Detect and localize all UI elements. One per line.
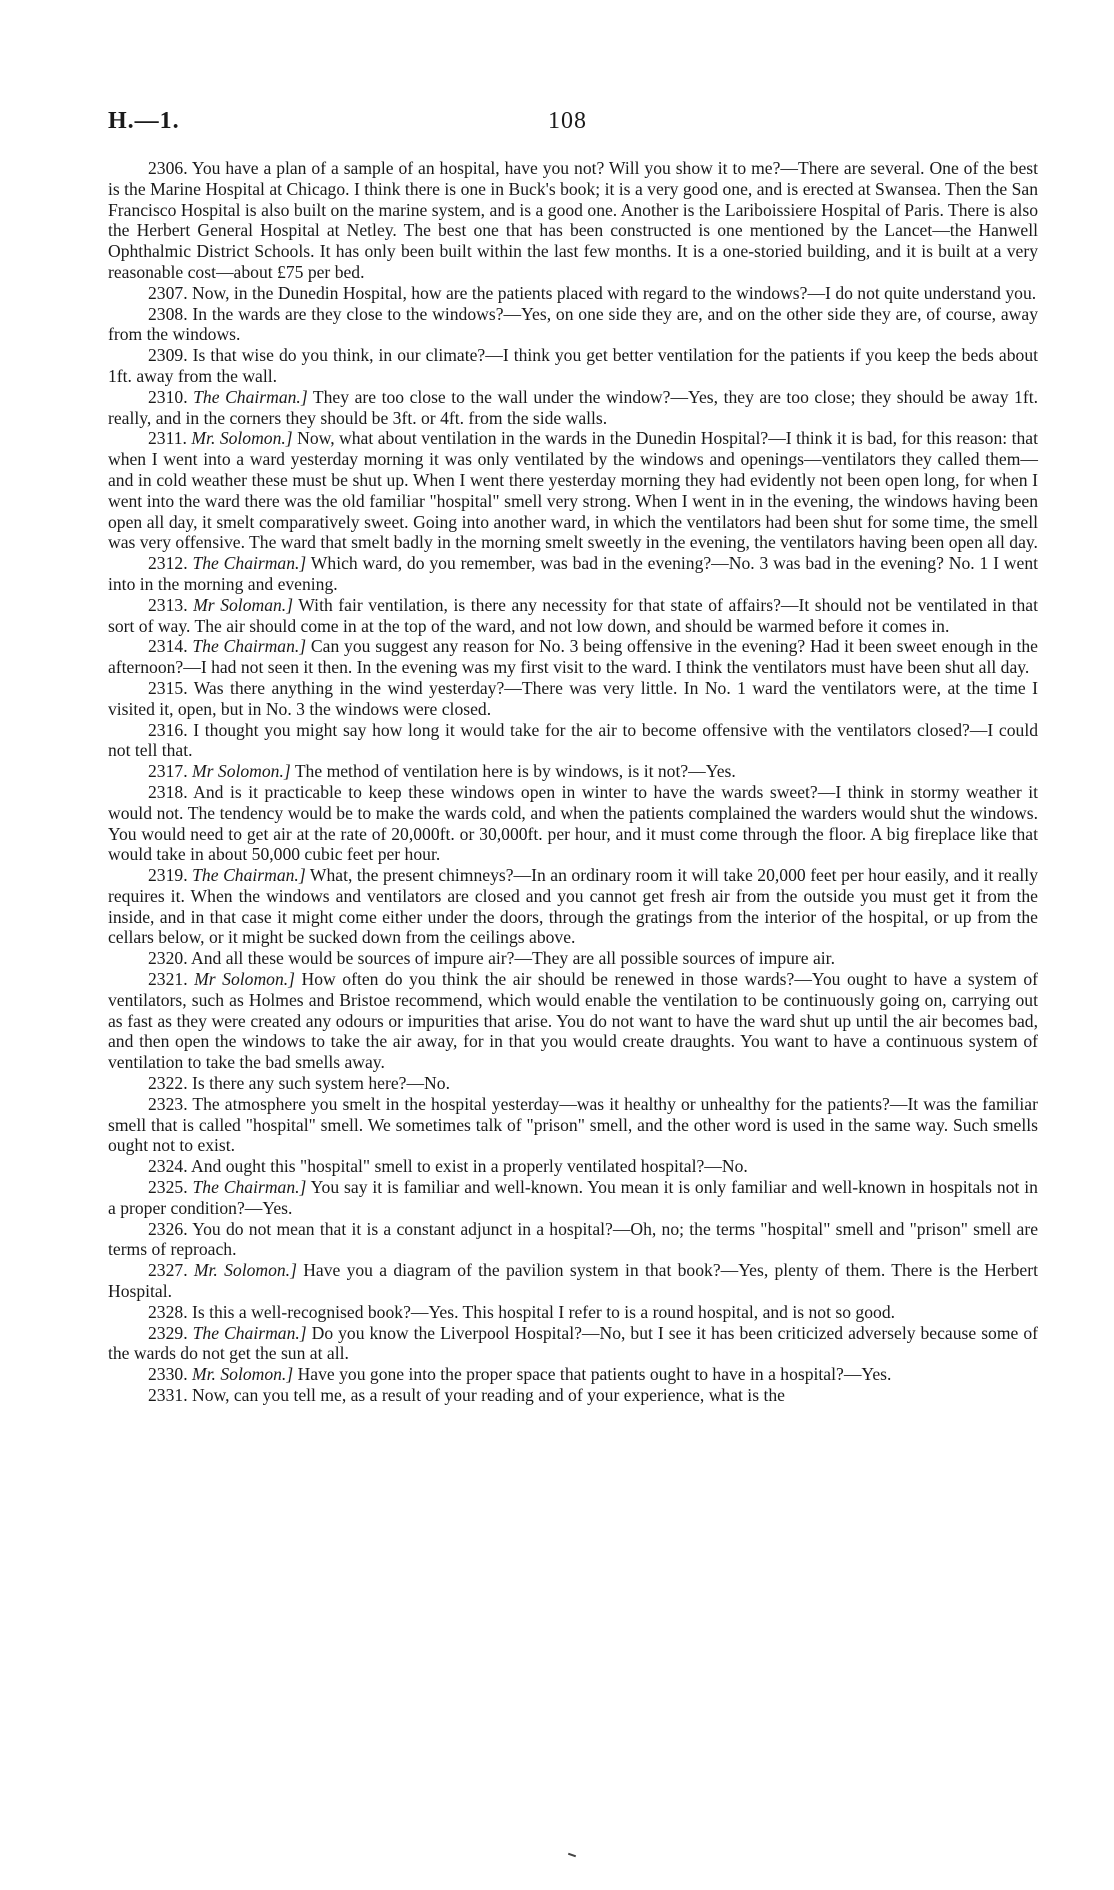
paragraph-text: You say it is familiar and well-known. You mean it is only familiar and well-known in hospitals not in a proper condition?—Yes.: [108, 1177, 1038, 1218]
evidence-paragraph: [108, 948, 1038, 969]
evidence-paragraph: [108, 1156, 1038, 1177]
speaker-label: Mr. Solomon.]: [193, 1260, 297, 1281]
paragraph-text: They are too close to the wall under the window?—Yes, they are too close; they should be away 1ft. really, and in the corners they should be 3ft. or 4ft. from the side walls.: [108, 386, 1038, 428]
paragraph-text: Can you suggest any reason for No. 3 being offensive in the evening? Had it been sweet enough in the afternoon?—I had not seen it then. In the evening was my first visit to the ward. I think the ventilators must have been shut all day.: [108, 636, 1038, 678]
evidence-paragraph: [108, 678, 1038, 720]
question-number: 2309.: [148, 345, 188, 366]
paragraph-text: What, the present chimneys?—In an ordinary room it will take 20,000 feet per hour easily, and it really requires it. When the windows and ventilators are closed and you cannot get fresh air from the outside you must get it from the inside, and in that case it might come either under the doors, through the gratings from the interior of the hospital, or up from the cellars below, or it might be sucked down from the ceilings above.: [108, 865, 1038, 948]
paragraph-text: Now, what about ventilation in the wards in the Dunedin Hospital?—I think it is bad, for this reason: that when I went into a ward yesterday morning it was only ventilated by the windows and openings—ventilators they called them—and in cold weather these must be shut up. When I went there yesterday morning they had evidently not been open long, for when I went into the ward there was the old familiar "hospital" smell very strong. When I went in in the evening, the windows having been open all day, it smelt comparatively sweet. Going into another ward, in which the ventilators had been shut for some time, the smell was very offensive. The ward that smelt badly in the morning smelt sweetly in the evening, the ventilators having been open all day.: [108, 428, 1038, 553]
evidence-paragraph: [108, 782, 1038, 865]
question-number: 2323.: [148, 1093, 188, 1114]
evidence-paragraph: [108, 387, 1038, 429]
paragraph-text: Now, in the Dunedin Hospital, how are the patients placed with regard to the windows?—I do not quite understand you.: [192, 282, 1037, 303]
paragraph-text: How often do you think the air should be renewed in those wards?—You ought to have a system of ventilators, such as Holmes and Bristoe recommend, which would enable the ventilation to be continuously going on, carrying out as fast as they were created any odours or impurities that arise. You do not want to have the ward shut up until the air becomes bad, and then open the windows to take the air away, for in that you would create draughts. You want to have a continuous system of ventilation to take the bad smells away.: [108, 969, 1038, 1073]
evidence-paragraph: [108, 553, 1038, 595]
paragraph-text: Was there anything in the wind yesterday?—There was very little. In No. 1 ward the ventilators were, at the time I visited it, open, but in No. 3 the windows were closed.: [108, 677, 1038, 719]
evidence-paragraph: [108, 1302, 1038, 1323]
speaker-label: Mr Solomon.]: [194, 969, 296, 990]
evidence-paragraph: [108, 1177, 1038, 1219]
paragraph-text: Is that wise do you think, in our climate?—I think you get better ventilation for the patients if you keep the beds about 1ft. away from the wall.: [108, 345, 1038, 386]
question-number: 2326.: [148, 1218, 188, 1239]
speaker-label: Mr Soloman.]: [193, 594, 294, 615]
evidence-paragraph: [108, 1260, 1038, 1302]
paragraph-text: And all these would be sources of impure air?—They are all possible sources of impure air.: [191, 948, 835, 969]
paragraph-text: Do you know the Liverpool Hospital?—No, but I see it has been criticized adversely because some of the wards do not get the sun at all.: [108, 1322, 1038, 1364]
paragraph-text: With fair ventilation, is there any necessity for that state of affairs?—It should not be ventilated in that sort of way. The air should come in at the top of the ward, and not low down, and should be warmed before it comes in.: [108, 594, 1038, 636]
question-number: 2328.: [148, 1301, 188, 1322]
question-number: 2322.: [148, 1073, 188, 1094]
question-number: 2321.: [148, 969, 188, 990]
question-number: 2316.: [148, 719, 188, 740]
question-number: 2327.: [148, 1260, 188, 1281]
speaker-label: The Chairman.]: [192, 865, 306, 886]
evidence-paragraph: [108, 761, 1038, 782]
evidence-paragraph: [108, 636, 1038, 678]
question-number: 2314.: [148, 636, 188, 657]
evidence-paragraph: [108, 720, 1038, 762]
paragraph-text: In the wards are they close to the windows?—Yes, on one side they are, and on the other side they are, of course, away from the windows.: [108, 303, 1038, 345]
speaker-label: Mr Solomon.]: [192, 761, 291, 782]
question-number: 2329.: [148, 1322, 188, 1343]
question-number: 2319.: [148, 865, 188, 886]
paragraph-text: The method of ventilation here is by windows, is it not?—Yes.: [290, 761, 736, 782]
page-header: [108, 108, 1038, 148]
evidence-paragraph: [108, 1073, 1038, 1094]
evidence-body: [108, 158, 1038, 1406]
paragraph-text: You have a plan of a sample of an hospital, have you not? Will you show it to me?—There are several. One of the best is the Marine Hospital at Chicago. I think there is one in Buck's book; it is a very good one, and is erected at Swansea. Then the San Francisco Hospital is also built on the marine system, and is a good one. Another is the Lariboissiere Hospital of Paris. There is also the Herbert General Hospital at Netley. The best one that has been constructed is one mentioned by the Lancet—the Hanwell Ophthalmic District Schools. It has only been built within the last few months. It is a one-storied building, and it is built at a very reasonable cost—about £75 per bed.: [108, 158, 1039, 282]
evidence-paragraph: [108, 345, 1038, 387]
question-number: 2330.: [148, 1364, 188, 1385]
paragraph-text: Have you a diagram of the pavilion system in that book?—Yes, plenty of them. There is the Herbert Hospital.: [108, 1260, 1038, 1302]
paragraph-text: The atmosphere you smelt in the hospital yesterday—was it healthy or unhealthy for the patients?—It was the familiar smell that is called "hospital" smell. We sometimes talk of "prison" smell, and the other word is used in the same way. Such smells ought not to exist.: [108, 1093, 1038, 1156]
paragraph-text: Is there any such system here?—No.: [192, 1073, 450, 1094]
question-number: 2307.: [148, 282, 188, 303]
question-number: 2306.: [148, 158, 188, 178]
question-number: 2320.: [148, 948, 188, 969]
paragraph-text: And ought this "hospital" smell to exist in a properly ventilated hospital?—No.: [191, 1156, 748, 1177]
evidence-paragraph: [108, 1364, 1038, 1385]
speaker-label: The Chairman.]: [192, 1177, 307, 1198]
speaker-label: The Chairman.]: [192, 636, 307, 657]
evidence-paragraph: [108, 158, 1038, 283]
evidence-paragraph: [108, 1385, 1038, 1406]
speaker-label: Mr. Solomon.]: [191, 428, 293, 449]
paragraph-text: I thought you might say how long it would take for the air to become offensive with the ventilators closed?—I could not tell that.: [108, 719, 1039, 761]
question-number: 2317.: [148, 761, 188, 782]
speaker-label: The Chairman.]: [192, 553, 307, 574]
paragraph-text: Have you gone into the proper space that patients ought to have in a hospital?—Yes.: [293, 1364, 892, 1385]
question-number: 2325.: [148, 1177, 188, 1198]
question-number: 2313.: [148, 594, 188, 615]
question-number: 2324.: [148, 1156, 188, 1177]
page-number: 108: [548, 108, 587, 134]
evidence-paragraph: [108, 1219, 1038, 1261]
question-number: 2315.: [148, 677, 188, 698]
series-label: H.—1.: [108, 108, 180, 134]
question-number: 2318.: [148, 781, 188, 802]
evidence-paragraph: [108, 1094, 1038, 1156]
question-number: 2331.: [148, 1385, 188, 1406]
evidence-paragraph: [108, 428, 1038, 553]
paragraph-text: You do not mean that it is a constant adjunct in a hospital?—Oh, no; the terms "hospital" smell and "prison" smell are terms of reproach.: [108, 1218, 1039, 1260]
paragraph-text: Which ward, do you remember, was bad in the evening?—No. 3 was bad in the evening? No. 1 I went into in the morning and evening.: [108, 553, 1039, 594]
speaker-label: The Chairman.]: [193, 386, 308, 407]
evidence-paragraph: [108, 283, 1038, 304]
question-number: 2311.: [148, 428, 187, 449]
speaker-label: Mr. Solomon.]: [192, 1364, 294, 1385]
question-number: 2308.: [148, 303, 188, 324]
paragraph-text: Now, can you tell me, as a result of your reading and of your experience, what is the: [192, 1385, 785, 1406]
evidence-paragraph: [108, 865, 1038, 948]
paragraph-text: Is this a well-recognised book?—Yes. This hospital I refer to is a round hospital, and is not so good.: [192, 1301, 896, 1322]
evidence-paragraph: [108, 969, 1038, 1073]
speaker-label: The Chairman.]: [192, 1322, 307, 1343]
evidence-paragraph: [108, 304, 1038, 346]
scan-mark: [568, 1853, 576, 1858]
evidence-paragraph: [108, 1323, 1038, 1365]
question-number: 2312.: [148, 553, 188, 574]
evidence-paragraph: [108, 595, 1038, 637]
paragraph-text: And is it practicable to keep these windows open in winter to have the wards sweet?—I think in stormy weather it would not. The tendency would be to make the wards cold, and when the patients complained the warders would shut the windows. You would need to get air at the rate of 20,000ft. or 30,000ft. per hour, and it must come through the floor. A big fireplace like that would take in about 50,000 cubic feet per hour.: [108, 781, 1038, 865]
question-number: 2310.: [148, 386, 188, 407]
